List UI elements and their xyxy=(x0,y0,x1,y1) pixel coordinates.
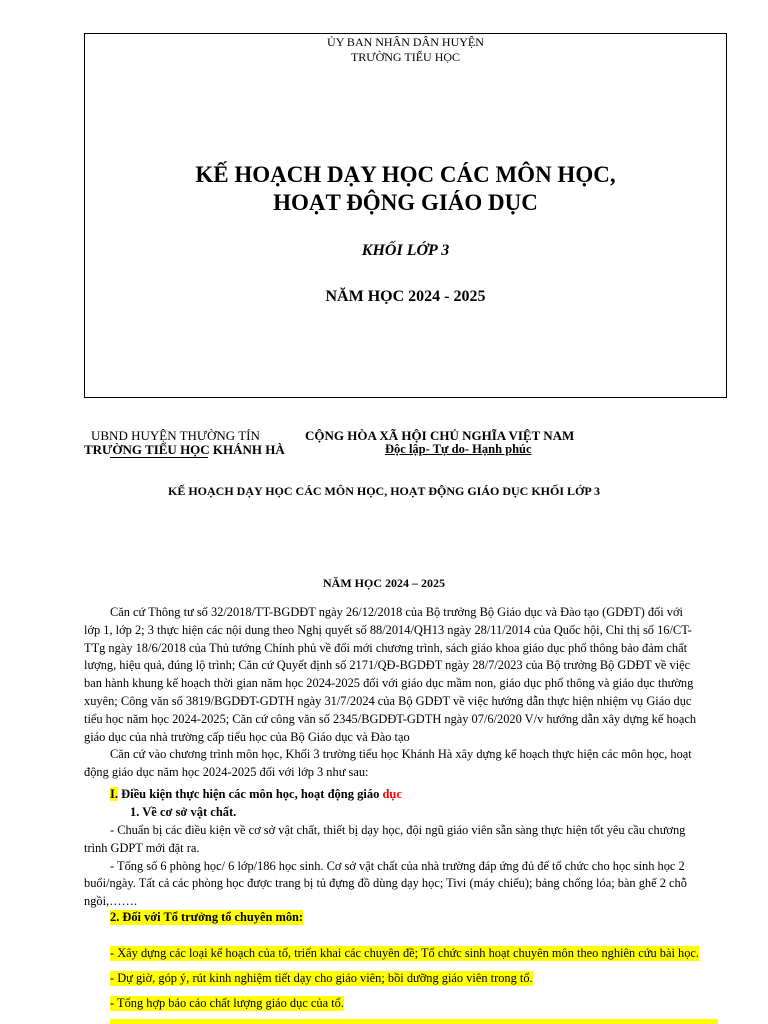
text-line: buổi/ngày. Tất cả các phòng học được trang bị tủ đựng đồ dùng dạy học; Tivi (máy chiếu); bảng chống lóa; bàn ghế 2 chỗ xyxy=(84,876,687,891)
cover-grade: KHỐI LỚP 3 xyxy=(361,242,450,259)
text-line: trình GDPT mới đặt ra. xyxy=(84,840,200,855)
district-name: UBND HUYỆN THƯỜNG TÍN xyxy=(91,428,260,443)
facilities-paragraph xyxy=(84,822,716,911)
section-1-heading xyxy=(110,787,402,802)
school-name-underline xyxy=(110,457,208,458)
cover-title-line2: HOẠT ĐỘNG GIÁO DỤC xyxy=(273,190,538,215)
plan-title: KẾ HOẠCH DẠY HỌC CÁC MÔN HỌC, HOẠT ĐỘNG GIÁO DỤC KHỐI LỚP 3 xyxy=(167,484,601,498)
duty-item: - Dự giờ, góp ý, rút kinh nghiệm tiết dạy cho giáo viên; bồi dưỡng giáo viên trong tổ. xyxy=(110,971,533,985)
duty-item: - Tổng hợp báo cáo chất lượng giáo dục của tổ. xyxy=(110,996,344,1010)
text-line: ban hành khung kế hoạch thời gian năm học 2024-2025 đối với giáo dục mầm non, giáo dục phổ thông và giáo dục thường xyxy=(84,676,694,691)
cover-title-line1: KẾ HOẠCH DẠY HỌC CÁC MÔN HỌC, xyxy=(195,162,616,187)
country-motto: Độc lập- Tự do- Hạnh phúc xyxy=(385,442,532,456)
text-line: lớp 1, lớp 2; 3 thực hiện các nội dung theo Nghị quyết số 88/2014/QH13 ngày 28/11/2014 của Quốc hội, Chỉ thị số 16/CT- xyxy=(84,622,692,637)
text-line: TTg ngày 18/6/2018 của Thủ tướng Chính phủ về đổi mới chương trình, sách giáo khoa giáo dục phổ thông bảo đảm chất xyxy=(84,640,688,655)
legal-basis-paragraph xyxy=(84,604,716,782)
section-1-number: I. xyxy=(110,787,118,801)
cover-org-line2: TRƯỜNG TIỂU HỌC xyxy=(350,50,461,64)
text-line: Căn cứ vào chương trình môn học, Khối 3 trường tiểu học Khánh Hà xây dựng kế hoạch thực hiện các môn học, hoạt xyxy=(110,747,692,762)
text-line: xuyên; Công văn số 3819/BGDĐT-GDTH ngày 31/7/2024 của Bộ GDĐT về việc hướng dẫn thực hiện nhiệm vụ Giáo dục xyxy=(84,693,692,708)
subsection-1-heading: 1. Về cơ sở vật chất. xyxy=(130,805,237,819)
cover-year: NĂM HỌC 2024 - 2025 xyxy=(325,288,486,305)
text-line: - Chuẩn bị các điều kiện về cơ sở vật chất, thiết bị dạy học, đội ngũ giáo viên sẵn sàng thực hiện tốt yêu cầu chương xyxy=(110,823,686,837)
text-line: ngồi,……. xyxy=(84,894,138,909)
text-line: động giáo dục năm học 2024-2025 đối với lớp 3 như sau: xyxy=(84,765,369,780)
text-line: giáo dục của nhà trường cấp tiểu học của Bộ Giáo dục và Đào tạo xyxy=(84,729,410,744)
text-line: lượng, hiệu quả, đúng lộ trình; Căn cứ Quyết định số 2171/QĐ-BGDĐT ngày 28/7/2023 của Bộ trưởng Bộ GDĐT về việc xyxy=(84,658,691,673)
text-line: - Tổng số 6 phòng học/ 6 lớp/186 học sinh. Cơ sở vật chất của nhà trường đáp ứng đủ để tổ chức cho học sinh học 2 xyxy=(110,858,685,873)
duty-item: - Xây dựng các loại kế hoạch của tổ, triển khai các chuyên đề; Tổ chức sinh hoạt chuyên môn theo nghiên cứu bài học. xyxy=(110,946,699,960)
school-name-text: TRƯỜNG TIỂU HỌC KHÁNH HÀ xyxy=(84,442,285,457)
section-1-title-red: dục xyxy=(382,787,402,801)
highlight-cutoff xyxy=(110,1019,718,1024)
section-1-title: Điều kiện thực hiện các môn học, hoạt động giáo xyxy=(118,787,383,801)
cover-org-line1: ỦY BAN NHÂN DÂN HUYỆN xyxy=(327,35,484,49)
country-name: CỘNG HÒA XÃ HỘI CHỦ NGHĨA VIỆT NAM xyxy=(305,428,575,443)
text-line: tiểu học năm học 2024-2025; Căn cứ công văn số 2345/BGDĐT-GDTH ngày 07/6/2020 V/v hướng dẫn xây dựng kế hoạch xyxy=(84,711,697,726)
cover-page xyxy=(84,33,727,398)
section-2-heading: 2. Đối với Tổ trưởng tổ chuyên môn: xyxy=(110,910,304,924)
school-name xyxy=(84,442,285,458)
text-line: Căn cứ Thông tư số 32/2018/TT-BGDĐT ngày 26/12/2018 của Bộ trưởng Bộ Giáo dục và Đào tạo (GDĐT) đối với xyxy=(110,605,683,619)
plan-year: NĂM HỌC 2024 – 2025 xyxy=(323,576,445,590)
